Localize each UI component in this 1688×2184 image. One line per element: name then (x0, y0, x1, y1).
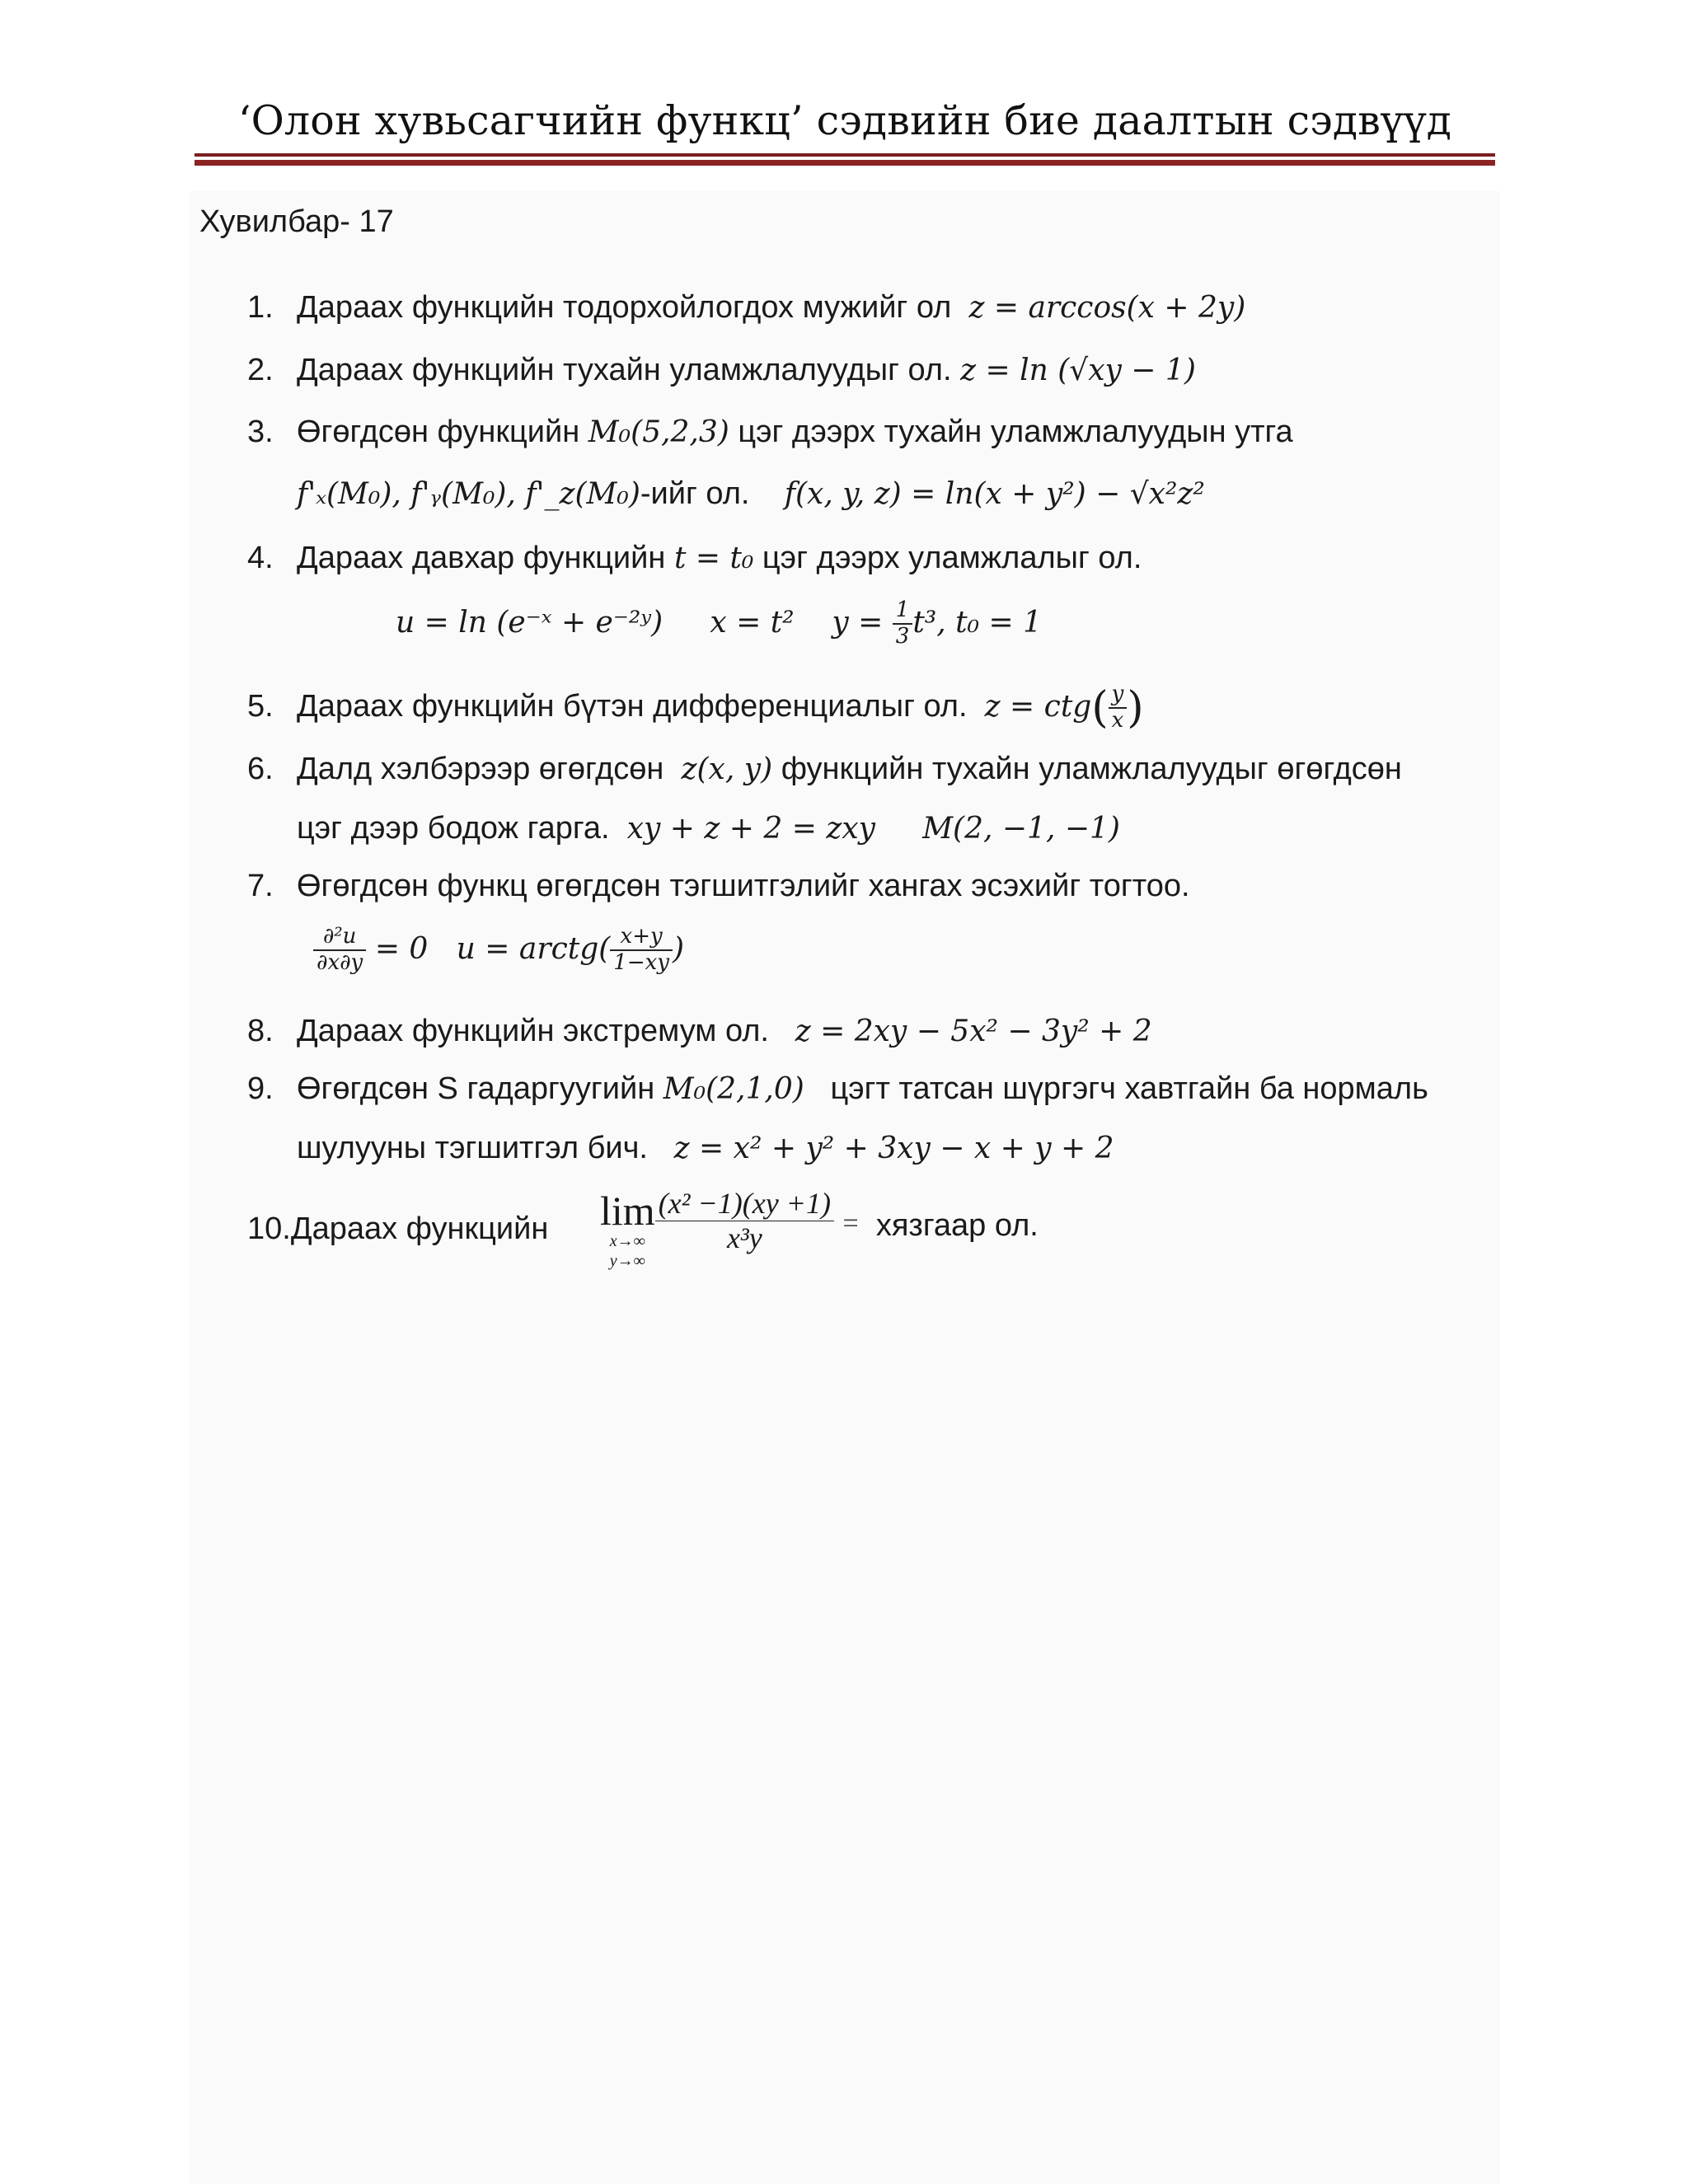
problem-number: 4. (247, 541, 274, 575)
problem-text: Өгөгдсөн функц өгөгдсөн тэгшитгэлийг хангах эсэхийг тогтоо. (297, 869, 1190, 903)
problem-3 (247, 415, 1293, 450)
fraction-numerator: x+y (610, 925, 673, 951)
point-formula: M₀(5,2,3) (588, 415, 729, 449)
problem-text: Далд хэлбэрээр өгөгдсөн (297, 752, 664, 786)
limit-subscript-y: y→∞ (609, 1252, 645, 1270)
surface-formula: z = x² + y² + 3xy − x + y + 2 (673, 1132, 1114, 1165)
fraction-numerator: y (1109, 682, 1128, 709)
problem-text-cont: цэг дээрх уламжлалыг ол. (762, 541, 1142, 575)
problem-10-limit (600, 1187, 1039, 1271)
equation-formula: xy + z + 2 = zxy M(2, −1, −1) (626, 812, 1120, 846)
problem-number: 3. (247, 415, 274, 449)
point-formula: M₀(2,1,0) (663, 1072, 804, 1106)
problem-number: 7. (247, 869, 274, 903)
problem-number: 6. (247, 752, 274, 786)
limit-label: lim (600, 1188, 655, 1234)
problem-1 (247, 290, 1245, 326)
function-formula: z(x, y) (681, 752, 773, 786)
problem-text-cont: цэг дээрх тухайн уламжлалуудын утга (738, 415, 1293, 449)
formula: z = 2xy − 5x² − 3y² + 2 (795, 1015, 1152, 1048)
problem-text: Өгөгдсөн S гадаргуугийн (297, 1071, 655, 1106)
problem-text-cont: -ийг ол. (640, 476, 750, 511)
fraction (610, 925, 673, 976)
problem-3-line2 (297, 476, 1205, 512)
limit-operator (600, 1190, 655, 1271)
fraction-denominator: 1−xy (613, 949, 669, 975)
problem-text-cont: цэг дээр бодож гарга. (297, 811, 610, 846)
fraction (893, 598, 913, 649)
problem-text-cont: хязгаар ол. (875, 1208, 1039, 1243)
problem-number: 5. (247, 688, 274, 724)
partials-formula: f'ₓ(M₀), f'ᵧ(M₀), f'_z(M₀) (297, 477, 640, 511)
formula-tail: t³, t₀ = 1 (912, 605, 1042, 640)
problem-5: 5. Дараах функцийн бүтэн дифференциалыг ол. z = ctg( $\frac{y}{x}$ ) (247, 682, 1144, 733)
problem-number: 1. (247, 290, 274, 325)
problem-8 (247, 1014, 1152, 1049)
problem-4 (247, 541, 1142, 576)
problem-2 (247, 353, 1196, 388)
problem-number: 9. (247, 1071, 274, 1106)
equals-sign: = (842, 1208, 859, 1239)
problem-9-line2 (297, 1131, 1114, 1166)
equation-formula: = 0 u = arctg( (374, 931, 611, 966)
formula: z = arccos(x + 2y) (968, 291, 1246, 325)
problem-6-line2 (297, 811, 1120, 846)
problem-10 (247, 1212, 548, 1247)
variant-label: Хувилбар- 17 (199, 204, 394, 239)
problem-6 (247, 752, 1402, 787)
problem-text-cont: цэгт татсан шүргэгч хавтгайн ба нормаль (830, 1071, 1428, 1106)
problem-text: Дараах функцийн тодорхойлогдох мужийг ол (297, 290, 952, 325)
problem-text-cont: шулууны тэгшитгэл бич. (297, 1131, 648, 1165)
fraction-numerator: ∂²u (313, 925, 366, 951)
problem-7 (247, 869, 1190, 904)
problem-4-line2 (396, 598, 1042, 649)
composite-formula: u = ln (e⁻ˣ + e⁻²ʸ) x = t² y = (396, 605, 893, 640)
problem-text: Өгөгдсөн функцийн (297, 415, 580, 449)
limit-fraction (655, 1187, 834, 1256)
problem-text: Дараах давхар функцийн (297, 541, 666, 575)
problem-text-cont: функцийн тухайн уламжлалуудыг өгөгдсөн (781, 752, 1402, 786)
header-rule-thick (195, 160, 1495, 166)
fraction-numerator: 1 (893, 598, 913, 625)
problem-number: 8. (247, 1014, 274, 1048)
formula: z = ln (√xy − 1) (960, 354, 1196, 387)
header-rule-thin (195, 153, 1495, 157)
problem-number: 10. (247, 1212, 291, 1246)
fraction-denominator: 3 (895, 623, 910, 649)
problem-text: Дараах функцийн бүтэн дифференциалыг ол. (297, 688, 968, 724)
close-paren: ) (672, 931, 685, 966)
fraction-numerator: (x² −1)(xy +1) (655, 1187, 834, 1221)
function-formula: f(x, y, z) = ln(x + y²) − √x²z² (784, 477, 1205, 511)
problem-number: 2. (247, 353, 274, 387)
limit-subscript-x: x→∞ (609, 1232, 645, 1250)
fraction-denominator: ∂x∂y (316, 949, 363, 975)
condition-formula: t = t₀ (673, 541, 754, 575)
problem-text: Дараах функцийн (290, 1212, 549, 1246)
fraction (1109, 682, 1128, 733)
page-title: ‘Олон хувьсагчийн функц’ сэдвийн бие даалтын сэдвүүд (237, 97, 1452, 144)
problem-7-line2 (313, 925, 684, 976)
problem-9 (247, 1071, 1428, 1107)
partial-derivative (313, 925, 366, 976)
fraction-denominator: x³y (726, 1221, 762, 1255)
fraction-denominator: x (1111, 707, 1124, 733)
problem-text: Дараах функцийн тухайн уламжлалуудыг ол. (297, 353, 952, 387)
formula: z = ctg (984, 689, 1092, 724)
problem-text: Дараах функцийн экстремум ол. (297, 1014, 769, 1048)
